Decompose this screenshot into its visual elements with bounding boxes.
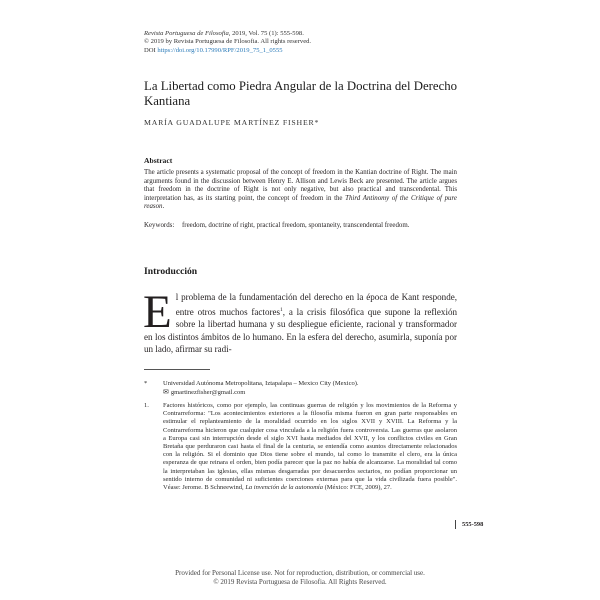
doi-label: DOI xyxy=(144,46,156,54)
footnote-text xyxy=(163,380,457,397)
affiliation: Universidad Autónoma Metropolitana, Iztapalapa – Mexico City (Mexico). xyxy=(163,380,359,387)
abstract-heading: Abstract xyxy=(144,156,173,165)
footnote-tail: (México: FCE, 2009), 27. xyxy=(322,484,392,492)
journal-meta xyxy=(144,30,474,55)
keywords-label: Keywords: xyxy=(144,222,175,229)
footnote-author xyxy=(144,380,457,397)
page-range: 555-598 xyxy=(455,520,506,529)
license-line-2: © 2019 Revista Portuguesa de Filosofia. All Rights Reserved. xyxy=(213,578,387,586)
drop-cap: E xyxy=(143,286,172,338)
footnote-text xyxy=(163,402,457,492)
footnote-ref[interactable]: 1 xyxy=(280,306,283,313)
doi-line xyxy=(144,47,474,55)
intro-text-1: l problema de la fundamentación del derecho en la época de Kant responde, entre otros muchos factores xyxy=(175,292,457,317)
intro-text-2: , a la crisis filosófica que supone la reflexión sobre la libertad humana y su despliegue eficiente, racional y transformador en los distintos ámbitos de lo humano. En la esfera del derecho, asumirla, suponía por un lado, afirmar su radi- xyxy=(144,306,457,355)
envelope-icon: ✉ xyxy=(163,388,169,397)
abstract-text-end: . xyxy=(162,203,165,211)
intro-paragraph xyxy=(143,286,457,356)
keywords-list: freedom, doctrine of right, practical freedom, spontaneity, transcendental freedom. xyxy=(182,222,410,229)
footnote-book-title: La invención de la autonomía xyxy=(245,484,323,492)
section-heading: Introducción xyxy=(144,266,198,277)
article-title: La Libertad como Piedra Angular de la Doctrina del Derecho Kantiana xyxy=(144,79,458,108)
footnote-body: Factores históricos, como por ejemplo, las continuas guerras de religión y los movimientos de la Reforma y Contrarreforma: "Los acontecimientos exteriores a la filosofía misma fueron en gran parte responsables en estimular el replanteamiento de la moralidad ocurrido en los siglos XVII y XVIII. La Reforma y la Contrarreforma hicieron que cualquier cosa vinculada a la religión fuera controversia. Las guerras que asolaron a Europa casi sin interrupción desde el siglo XVI hasta mediados del XVII, y los conflictos civiles en Gran Bretaña que perduraron casi hasta el final de la centuria, se entendía como asuntos directamente relacionados con la religión. Si el dominio que Dios tiene sobre el mundo, tal como lo transmite el clero, era la única esperanza de que reinara el orden, bien podía parecer que la paz no había de alcanzarse. La moralidad tal como la interpretaban las iglesias, ellas mismas desgarradas por desacuerdos sectarios, no podían proporcionar un sentido interno de comunidad ni suficientes coerciones externas para que la vida civilizada fuera posible". Véase: Jerome. B Schneewind, xyxy=(163,402,457,492)
copyright-line: © 2019 by Revista Portuguesa de Filosofia. All rights reserved. xyxy=(144,38,312,46)
citation-line xyxy=(144,30,474,38)
journal-name: Revista Portuguesa de Filosofia, xyxy=(144,30,231,37)
abstract-text-italic: Third Antinomy of the Critique of pure reason xyxy=(144,194,457,211)
abstract-text-main: The article presents a systematic proposal of the concept of freedom in the Kantian doctrine of Right. The main arguments found in the discussion between Henry E. Allison and Lewis Beck are presented. The article argues that freedom in the doctrine of Right is not only negative, but also practical and transcendental. This interpretation has, as its starting point, the concept of freedom in the xyxy=(144,169,457,202)
doi-link[interactable]: https://doi.org/10.17990/RPF/2019_75_1_0555 xyxy=(157,46,283,54)
citation-text: 2019, Vol. 75 (1): 555-598. xyxy=(230,30,304,37)
footnote-1 xyxy=(144,402,457,492)
keywords xyxy=(144,222,457,231)
footnote-marker: 1. xyxy=(144,402,149,409)
footnote-marker: * xyxy=(144,380,148,387)
abstract-text xyxy=(144,169,457,212)
license-line-1: Provided for Personal License use. Not for reproduction, distribution, or commercial use. xyxy=(175,569,425,577)
article-author: MARÍA GUADALUPE MARTÍNEZ FISHER* xyxy=(144,118,320,127)
footnote-divider xyxy=(144,369,210,370)
author-email[interactable]: gmartinezfisher@gmail.com xyxy=(170,389,246,397)
